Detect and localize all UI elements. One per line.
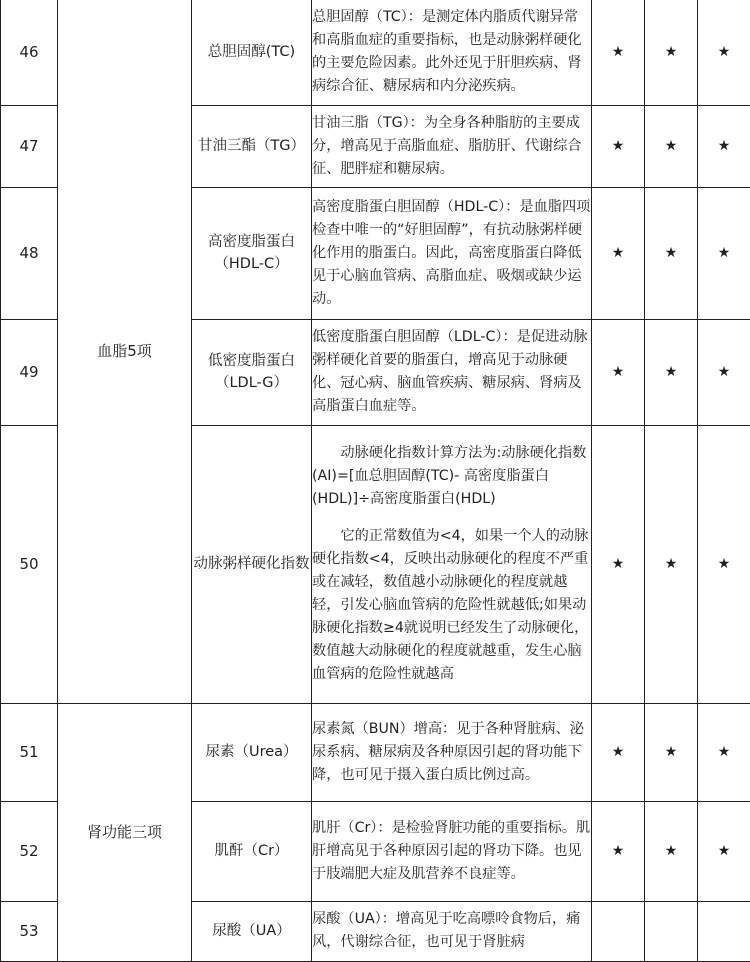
row-number: 50 bbox=[1, 425, 58, 703]
star-cell-1: ★ bbox=[592, 105, 645, 187]
star-cell-1: ★ bbox=[592, 187, 645, 319]
row-number: 52 bbox=[1, 801, 58, 901]
table-row bbox=[1, 0, 750, 105]
description-paragraph: 甘油三脂（TG）：为全身各种脂肪的主要成分，增高见于高脂血症、脂肪肝、代谢综合征、肥胖症和糖尿病。 bbox=[312, 112, 591, 181]
star-cell-2: ★ bbox=[645, 801, 698, 901]
star-cell-2: ★ bbox=[645, 187, 698, 319]
row-description bbox=[312, 801, 592, 901]
star-cell-3: ★ bbox=[698, 0, 750, 105]
row-group-label: 血脂5项 bbox=[58, 0, 192, 703]
row-description bbox=[312, 425, 592, 703]
star-cell-1: ★ bbox=[592, 0, 645, 105]
table-body bbox=[1, 0, 750, 961]
star-cell-2: ★ bbox=[645, 0, 698, 105]
description-paragraph: 它的正常数值为<4，如果一个人的动脉硬化指数<4，反映出动脉硬化的程度不严重或在减轻，数值越小动脉硬化的程度就越轻，引发心脑血管病的危险性就越低;如果动脉硬化指数≥4就说明已经发生了动脉硬化，数值越大动脉硬化的程度就越重，发生心脑血管病的危险性就越高 bbox=[312, 525, 591, 686]
row-group-label: 肾功能三项 bbox=[58, 703, 192, 961]
row-number: 47 bbox=[1, 105, 58, 187]
row-item-name: 总胆固醇(TC) bbox=[192, 0, 312, 105]
row-item-name: 甘油三酯（TG） bbox=[192, 105, 312, 187]
star-cell-3: ★ bbox=[698, 319, 750, 425]
row-number: 51 bbox=[1, 703, 58, 801]
row-description bbox=[312, 319, 592, 425]
star-cell-3: ★ bbox=[698, 105, 750, 187]
star-cell-3 bbox=[698, 901, 750, 961]
star-cell-1 bbox=[592, 901, 645, 961]
star-cell-3: ★ bbox=[698, 187, 750, 319]
description-paragraph: 尿酸（UA）：增高见于吃高嘌呤食物后，痛风，代谢综合征，也可见于肾脏病 bbox=[312, 908, 591, 954]
star-cell-1: ★ bbox=[592, 319, 645, 425]
row-item-name: 高密度脂蛋白（HDL-C） bbox=[192, 187, 312, 319]
row-description bbox=[312, 0, 592, 105]
star-cell-2 bbox=[645, 901, 698, 961]
row-description bbox=[312, 105, 592, 187]
row-number: 48 bbox=[1, 187, 58, 319]
star-cell-3: ★ bbox=[698, 801, 750, 901]
star-cell-1: ★ bbox=[592, 703, 645, 801]
description-paragraph: 低密度脂蛋白胆固醇（LDL-C）：是促进动脉粥样硬化首要的脂蛋白，增高见于动脉硬化、冠心病、脑血管疾病、糖尿病、肾病及高脂蛋白血症等。 bbox=[312, 326, 591, 418]
table-row bbox=[1, 703, 750, 801]
row-item-name: 尿酸（UA） bbox=[192, 901, 312, 961]
row-item-name: 尿素（Urea） bbox=[192, 703, 312, 801]
star-cell-1: ★ bbox=[592, 425, 645, 703]
row-number: 53 bbox=[1, 901, 58, 961]
description-paragraph: 总胆固醇（TC）：是测定体内脂质代谢异常和高脂血症的重要指标，也是动脉粥样硬化的主要危险因素。此外还见于肝胆疾病、肾病综合征、糖尿病和内分泌疾病。 bbox=[312, 6, 591, 98]
star-cell-2: ★ bbox=[645, 425, 698, 703]
row-description bbox=[312, 187, 592, 319]
star-cell-2: ★ bbox=[645, 319, 698, 425]
description-paragraph: 尿素氮（BUN）增高：见于各种肾脏病、泌尿系病、糖尿病及各种原因引起的肾功能下降，也可见于摄入蛋白质比例过高。 bbox=[312, 718, 591, 787]
star-cell-3: ★ bbox=[698, 703, 750, 801]
star-cell-1: ★ bbox=[592, 801, 645, 901]
row-description bbox=[312, 901, 592, 961]
star-cell-2: ★ bbox=[645, 105, 698, 187]
row-item-name: 动脉粥样硬化指数 bbox=[192, 425, 312, 703]
row-number: 46 bbox=[1, 0, 58, 105]
row-number: 49 bbox=[1, 319, 58, 425]
description-paragraph: 肌肝（Cr）：是检验肾脏功能的重要指标。肌肝增高见于各种原因引起的肾功下降。也见于肢端肥大症及肌营养不良症等。 bbox=[312, 817, 591, 886]
description-paragraph: 高密度脂蛋白胆固醇（HDL-C）：是血脂四项检查中唯一的“好胆固醇”，有抗动脉粥样硬化作用的脂蛋白。因此，高密度脂蛋白降低见于心脑血管病、高脂血症、吸烟或缺少运动。 bbox=[312, 196, 591, 311]
row-item-name: 肌酐（Cr） bbox=[192, 801, 312, 901]
star-cell-2: ★ bbox=[645, 703, 698, 801]
star-cell-3: ★ bbox=[698, 425, 750, 703]
row-item-name: 低密度脂蛋白（LDL-G） bbox=[192, 319, 312, 425]
row-description bbox=[312, 703, 592, 801]
description-paragraph: 动脉硬化指数计算方法为:动脉硬化指数(AI)=[血总胆固醇(TC)- 高密度脂蛋白(HDL)]÷高密度脂蛋白(HDL) bbox=[312, 442, 591, 511]
